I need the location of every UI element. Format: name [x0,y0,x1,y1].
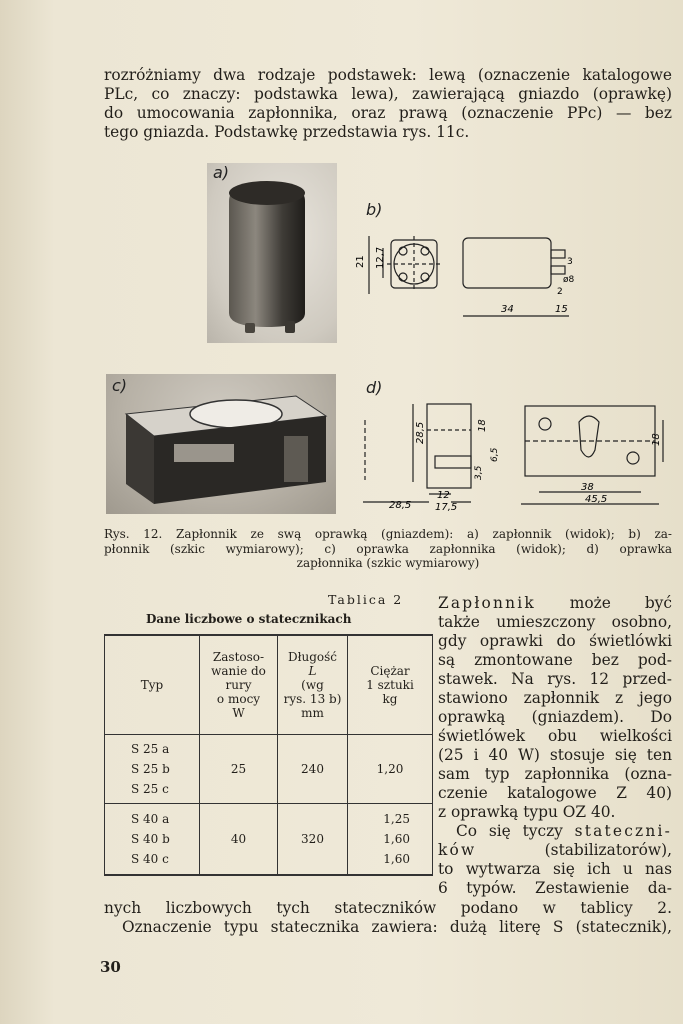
bottom-line: Oznaczenie typu statecznika zawiera: dużą literę S (statecznik), [122,918,672,936]
cell-length: 320 [278,804,348,876]
dim-d-h4: 3,5 [474,465,484,480]
side-line: oprawką (gniazdem). Do [438,708,672,726]
page-number: 30 [100,958,121,976]
intro-line: tego gniazda. Podstawkę przedstawia rys. 11c. [104,123,470,141]
side-line: Zapłonnik może być [438,594,672,612]
dim-b-s2: 2 [557,287,563,297]
header-dlugosc: Długość L (wg rys. 13 b) mm [278,635,348,735]
table-row [105,735,433,804]
dim-b-h2: 12,7 [375,246,386,269]
side-line: sam typ zapłonnika (ozna- [438,765,672,783]
cell-power: 40 [200,804,278,876]
dim-d-w2: 12 [437,490,450,501]
figure-caption [104,527,672,571]
dim-d-w1: 28,5 [389,500,412,511]
dim-d-h1: 28,5 [415,421,426,444]
figure-label-a: a) [213,163,230,182]
figure-label-d: d) [366,378,383,397]
header-zastosowanie: Zastoso- wanie do rury o mocy W [200,635,278,735]
socket-photo [106,374,336,514]
table-row [105,804,433,876]
lead-word: Zapłonnik [438,594,536,612]
caption-line: Rys. 12. Zapłonnik ze swą oprawką (gniazdem): a) zapłonnik (widok); b) za- [104,527,672,541]
caption-line: płonnik (szkic wymiarowy); c) oprawka zapłonnika (widok); d) oprawka [104,541,672,556]
ballast-data-table [104,634,433,876]
header-ciezar: Ciężar 1 sztuki kg [348,635,433,735]
cell-length: 240 [278,735,348,804]
cell-types: S 40 a S 40 b S 40 c [105,804,200,876]
side-line: to wytwarza się ich u nas [438,860,672,878]
starter-dimension-drawing [355,222,575,322]
figure-label-b: b) [366,200,383,219]
side-line: z oprawką typu OZ 40. [438,803,616,821]
caption-line: zapłonnika (szkic wymiarowy) [296,556,480,570]
dim-d-w3: 17,5 [435,502,458,512]
dim-d-w5: 45,5 [585,494,608,505]
dim-b-w2: 15 [555,304,568,315]
header-typ: Typ [105,635,200,735]
dim-d-h3: 6,5 [490,447,500,462]
side-line: świetlówek obu wielkości [438,727,672,745]
side-column-text [438,594,672,898]
side-line: Co się tyczy stateczni- [456,822,672,840]
figure-label-c: c) [112,376,128,395]
side-line: gdy oprawki do świetlówki [438,632,672,650]
table-subtitle: Dane liczbowe o statecznikach [146,612,352,626]
intro-line: do umocowania zapłonnika, oraz prawą (oznaczenie PPc) — bez [104,104,672,122]
side-line: są zmontowane bez pod- [438,651,672,669]
bottom-line: nych liczbowych tych stateczników podano w tablicy 2. [104,899,672,917]
cell-types: S 25 a S 25 b S 25 c [105,735,200,804]
dim-d-w4: 38 [581,482,594,493]
side-line: stawek. Na rys. 12 przed- [438,670,672,688]
intro-paragraph [104,66,672,142]
dim-b-h1: 21 [355,255,366,268]
intro-line: PLc, co znaczy: podstawka lewa), zawierającą gniazdo (oprawkę) [104,85,672,103]
side-line: czenie katalogowe Z 40) [438,784,672,802]
intro-line: rozróżniamy dwa rodzaje podstawek: lewą (oznaczenie katalogowe [104,66,672,84]
starter-illustration [207,163,337,343]
table-title: Tablica 2 [328,592,404,607]
cell-mass: 1,20 [348,735,433,804]
cell-power: 25 [200,735,278,804]
socket-illustration [106,374,336,514]
dim-b-s1: 3 [567,257,573,267]
dim-b-s3: ø8 [563,275,575,285]
cell-mass: 1,25 1,60 1,60 [348,804,433,876]
starter-photo [207,163,337,343]
side-line: 6 typów. Zestawienie da- [438,879,672,897]
dim-d-h2: 18 [477,419,488,432]
dim-b-w: 34 [501,304,514,315]
side-line: stawiono zapłonnik z jego [438,689,672,707]
side-line: ków (stabilizatorów), [438,841,672,859]
side-line: także umieszczony osobno, [438,613,672,631]
side-line: (25 i 40 W) stosuje się ten [438,746,672,764]
socket-dimension-drawing [355,400,670,512]
dim-d-h5: 18 [651,433,662,446]
